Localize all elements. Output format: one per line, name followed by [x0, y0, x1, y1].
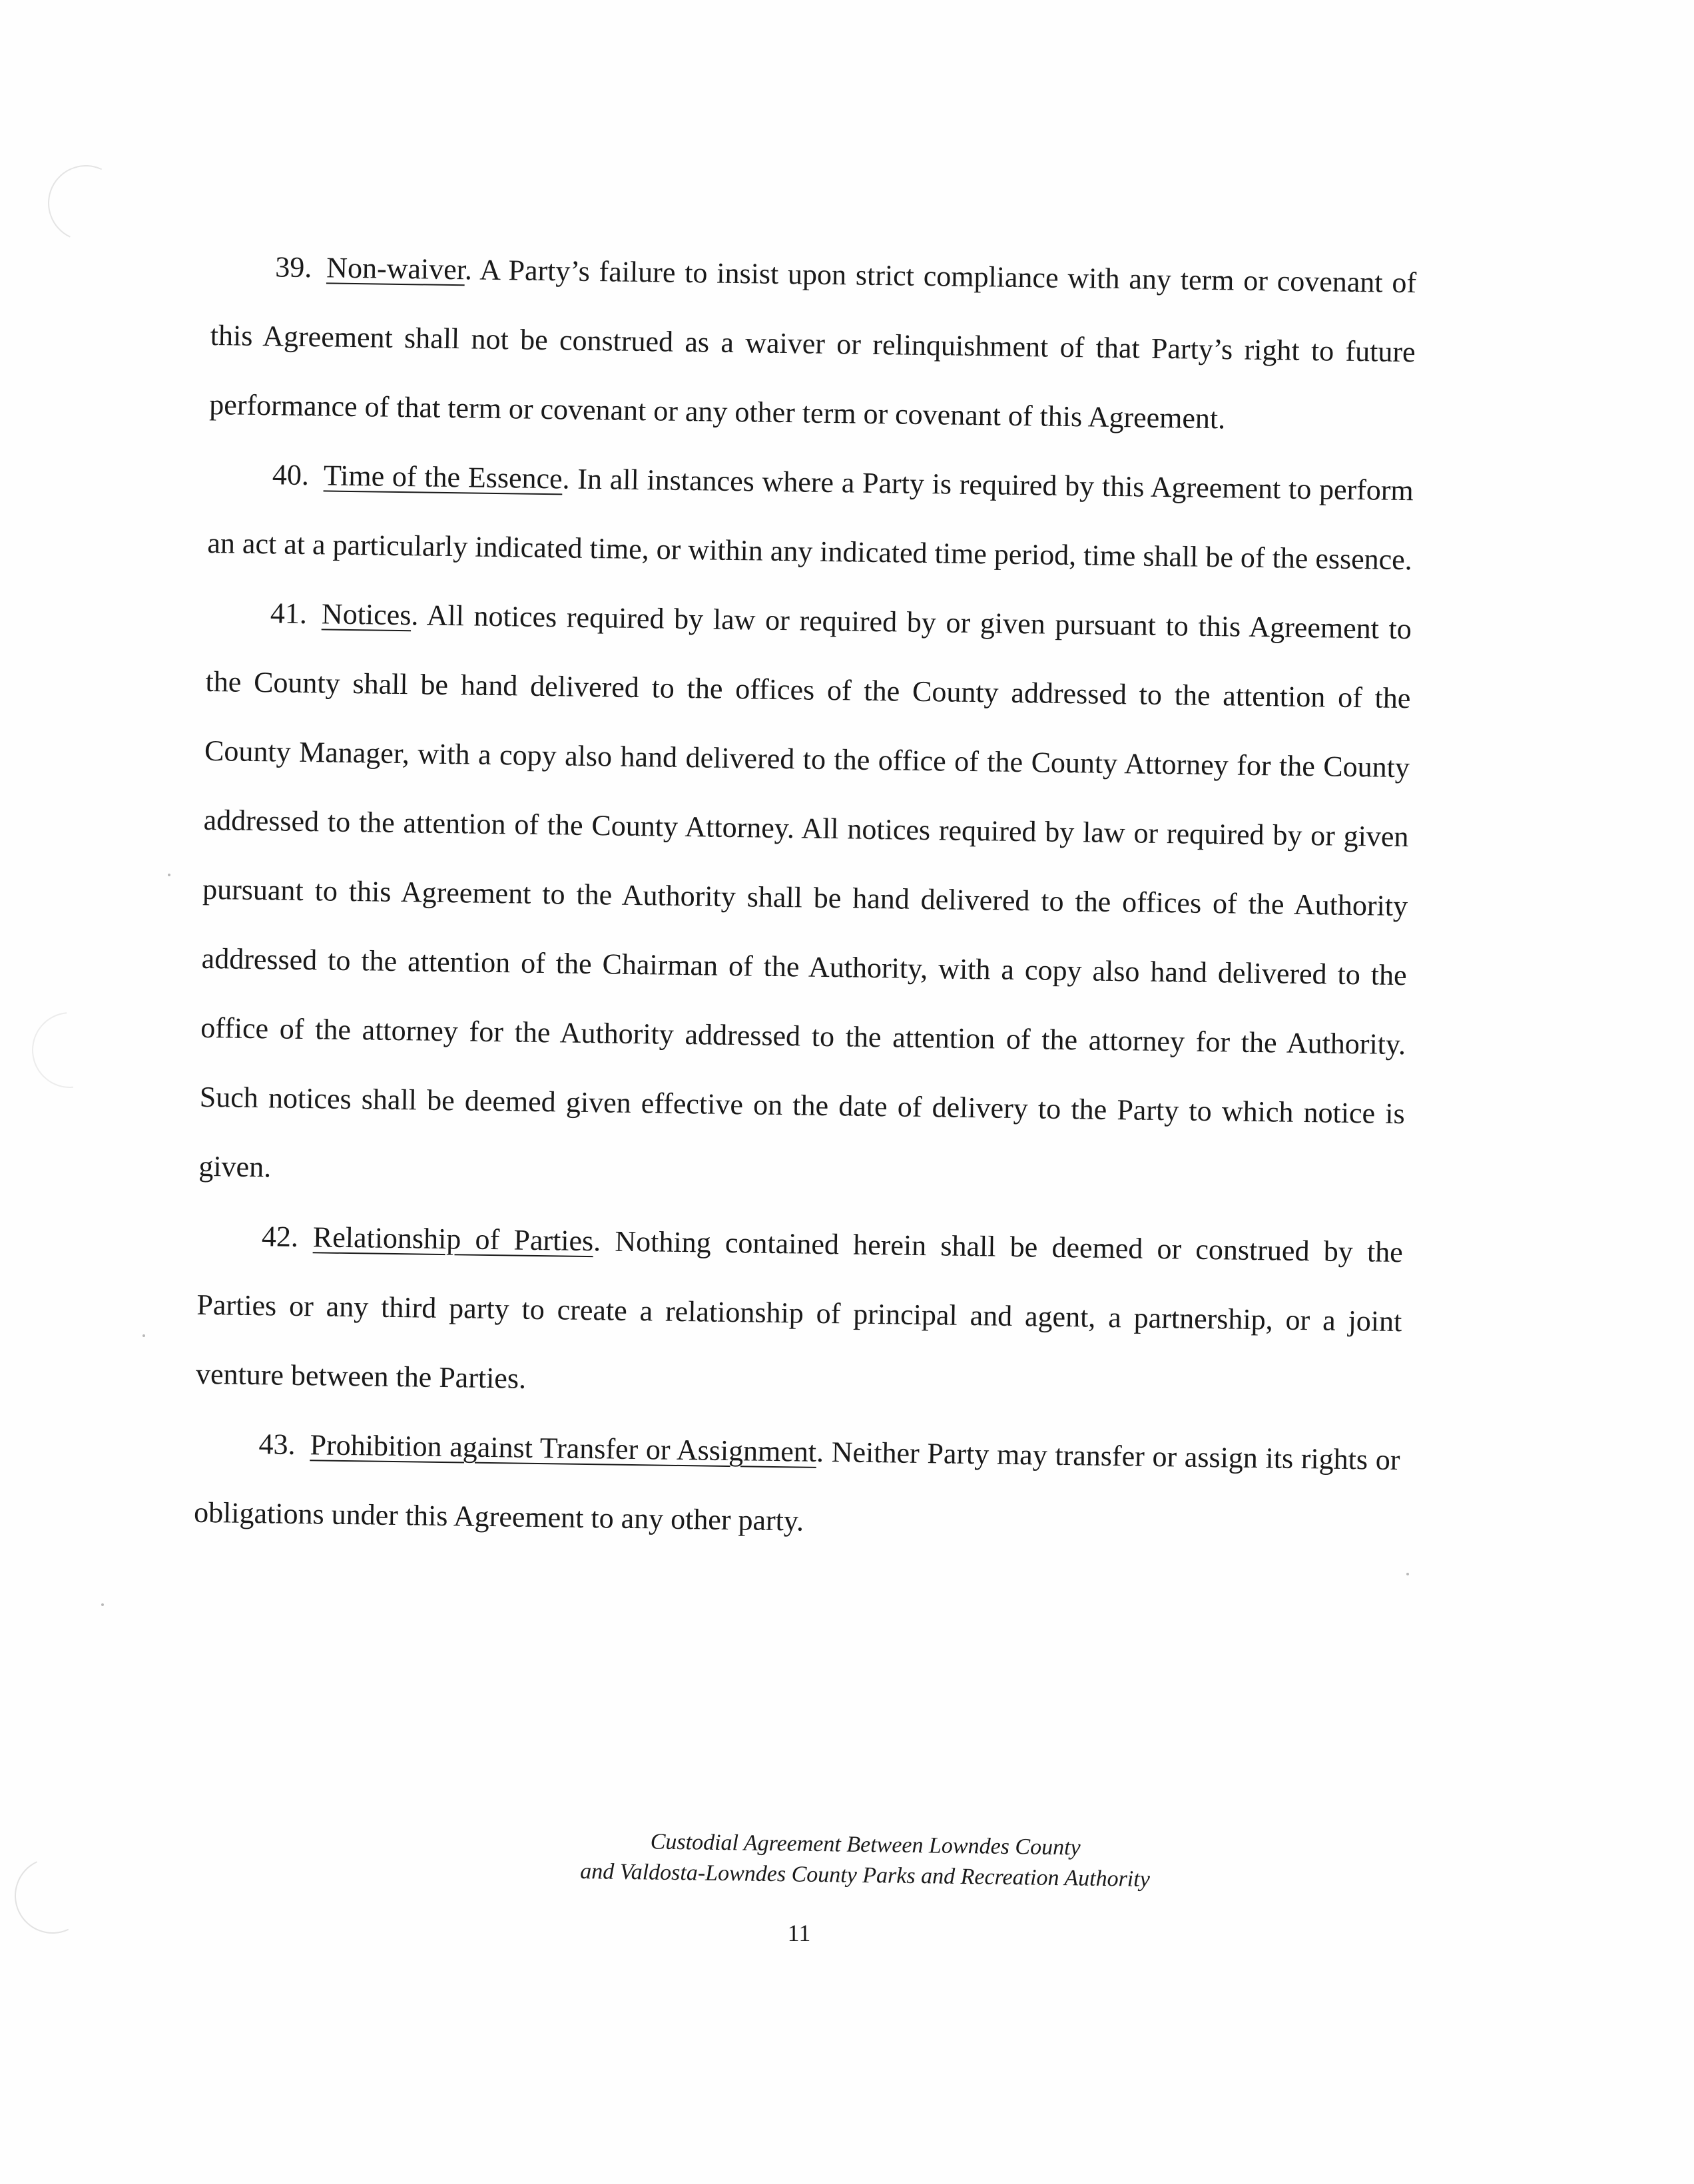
paragraph-39	[209, 232, 1417, 456]
paragraph-43	[193, 1409, 1400, 1564]
paragraph-number: 40.	[272, 458, 310, 492]
footer-line-2: and Valdosta-Lowndes County Parks and Recreation Authority	[580, 1859, 1151, 1892]
paragraph-number: 41.	[270, 597, 308, 631]
agreement-body	[193, 232, 1416, 1564]
paragraph-text: . Nothing contained herein shall be deemed or construed by the Parties or any third party to create a relationship of principal and agent, a partnership, or a joint venture between the Parties.	[195, 1225, 1404, 1395]
paragraph-text: . In all instances where a Party is required by this Agreement to perform an act at a particularly indicated time, or within any indicated time period, time shall be of the essence.	[207, 462, 1414, 577]
paragraph-42	[195, 1201, 1403, 1426]
paragraph-heading: Non-waiver	[326, 251, 465, 286]
scan-speck	[168, 874, 170, 876]
footer-line-1: Custodial Agreement Between Lowndes County	[650, 1829, 1081, 1860]
document-footer	[372, 1823, 1358, 1898]
punch-hole-mark	[17, 997, 124, 1104]
paragraph-heading: Prohibition against Transfer or Assignment	[310, 1428, 817, 1468]
paragraph-heading: Time of the Essence	[323, 459, 563, 495]
punch-hole-mark	[4, 1847, 101, 1944]
paragraph-number: 42.	[261, 1220, 299, 1253]
page-number: 11	[787, 1920, 811, 1946]
paragraph-heading: Notices	[321, 597, 412, 632]
paragraph-text: . Neither Party may transfer or assign its rights or obligations under this Agreement to any other party.	[193, 1435, 1400, 1537]
paragraph-heading: Relationship of Parties	[312, 1221, 594, 1258]
scan-speck	[142, 1334, 145, 1337]
scan-speck	[101, 1603, 104, 1606]
paragraph-number: 39.	[274, 250, 312, 284]
paragraph-41	[198, 578, 1412, 1218]
punch-hole-mark	[37, 154, 135, 252]
paragraph-text: . All notices required by law or required by or given pursuant to this Agreement to the County shall be hand delivered to the offices of the County addressed to the attention of the County Manager, with a copy also hand delivered to the office of the County Attorney for the County addressed to the attention of the County Attorney. All notices required by law or required by or given pursuant to this Agreement to the Authority shall be hand delivered to the offices of the Authority addressed to the attention of the Chairman of the Authority, with a copy also hand delivered to the office of the attorney for the Authority addressed to the attention of the attorney for the Authority. Such notices shall be deemed given effective on the date of delivery to the Party to which notice is given.	[198, 599, 1412, 1184]
paragraph-40	[207, 439, 1414, 595]
paragraph-number: 43.	[258, 1428, 296, 1461]
scan-speck	[1406, 1573, 1409, 1575]
paragraph-text: . A Party’s failure to insist upon strict compliance with any term or covenant of this Agreement shall not be construed as a waiver or relinquishment of that Party’s right to future performance of that term or covenant or any other term or covenant of this Agreement.	[209, 253, 1417, 435]
